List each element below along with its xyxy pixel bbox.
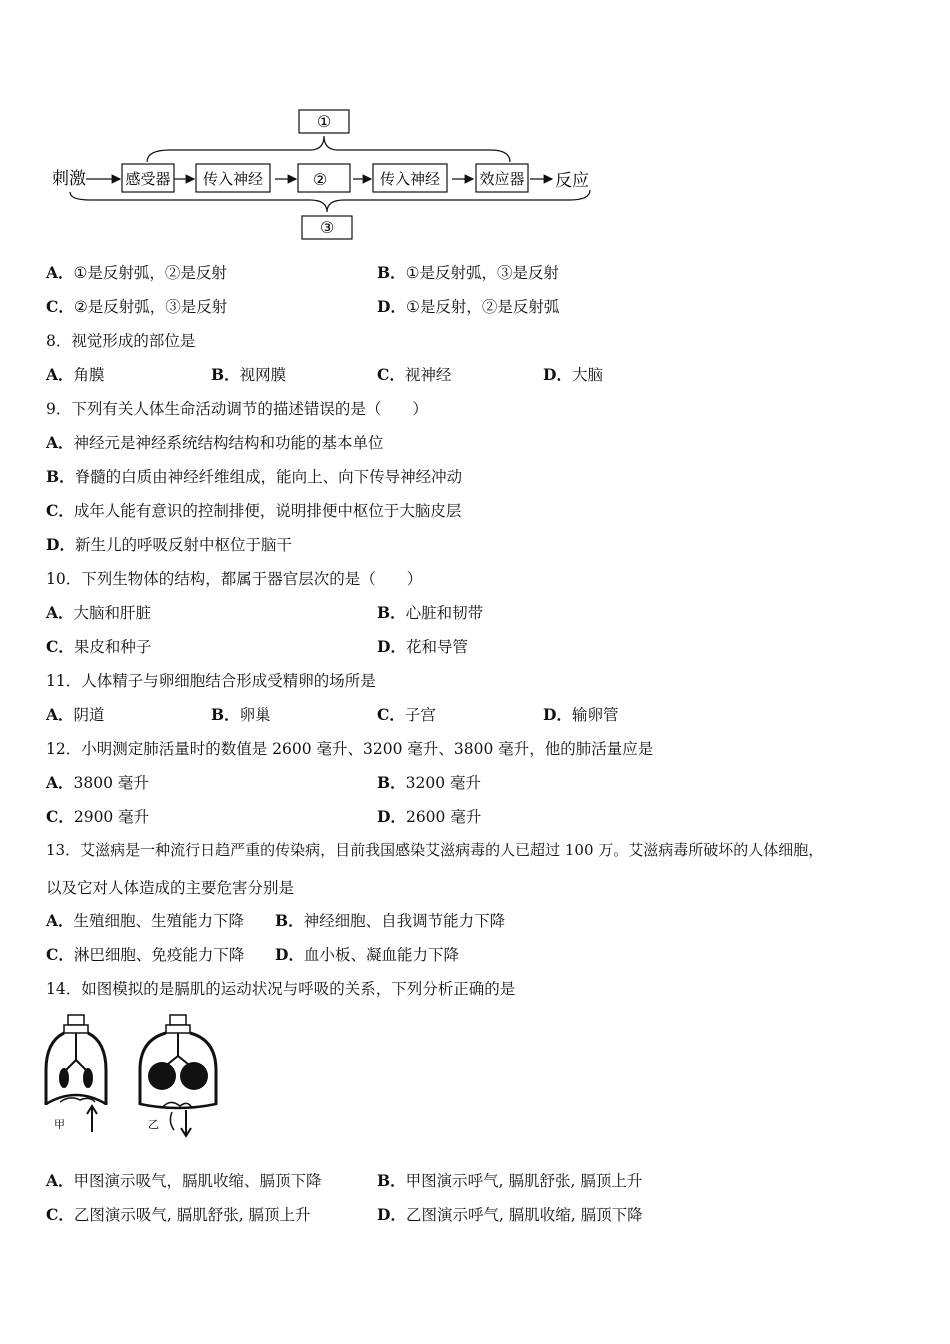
q13-option-a[interactable]: A．生殖细胞、生殖能力下降	[46, 911, 245, 930]
q9-option-a[interactable]: A．神经元是神经系统结构结构和功能的基本单位	[46, 433, 384, 452]
reflex-arc-diagram	[40, 100, 610, 250]
q13-option-b[interactable]: B．神经细胞、自我调节能力下降	[275, 911, 506, 930]
q12-option-c[interactable]: C．2900 毫升	[46, 807, 150, 826]
q8-option-d[interactable]: D．大脑	[543, 365, 603, 384]
q10-option-b[interactable]: B．心脏和韧带	[377, 603, 484, 622]
q14-option-a[interactable]: A．甲图演示吸气，膈肌收缩、膈顶下降	[46, 1171, 322, 1190]
bell-jar-right	[140, 1015, 216, 1136]
q8-stem: 8．视觉形成的部位是	[46, 332, 196, 350]
q12-option-d[interactable]: D．2600 毫升	[377, 807, 482, 826]
q7-option-c[interactable]: C．②是反射弧，③是反射	[46, 297, 228, 316]
box-effector: 效应器	[479, 170, 525, 188]
box-label-3: ③	[319, 218, 335, 237]
q10-option-d[interactable]: D．花和导管	[377, 637, 468, 656]
q9-option-b[interactable]: B．脊髓的白质由神经纤维组成，能向上、向下传导神经冲动	[46, 467, 463, 486]
q9-stem: 9．下列有关人体生命活动调节的描述错误的是（ ）	[46, 400, 428, 418]
q12-option-b[interactable]: B．3200 毫升	[377, 773, 481, 792]
q11-stem: 11．人体精子与卵细胞结合形成受精卵的场所是	[46, 672, 376, 690]
bell-jar-figure	[40, 1010, 220, 1140]
q10-option-c[interactable]: C．果皮和种子	[46, 637, 152, 656]
q12-stem: 12．小明测定肺活量时的数值是 2600 毫升、3200 毫升、3800 毫升，他的肺活量应是	[46, 740, 654, 758]
q13-stem-line2: 以及它对人体造成的主要危害分别是	[46, 879, 295, 897]
q14-option-d[interactable]: D．乙图演示呼气, 膈肌收缩, 膈顶下降	[377, 1205, 643, 1224]
q11-option-c[interactable]: C．子宫	[377, 705, 436, 724]
q8-option-a[interactable]: A．角膜	[46, 365, 105, 384]
response-label: 反应	[555, 171, 589, 191]
box-label-2: ②	[312, 170, 328, 189]
box-afferent-nerve: 传入神经	[202, 170, 264, 188]
q9-option-c[interactable]: C．成年人能有意识的控制排便，说明排便中枢位于大脑皮层	[46, 501, 462, 520]
q10-stem: 10．下列生物体的结构，都属于器官层次的是（ ）	[46, 570, 423, 588]
figure-label-left: 甲	[54, 1118, 65, 1131]
q14-stem: 14．如图模拟的是膈肌的运动状况与呼吸的关系，下列分析正确的是	[46, 980, 516, 998]
q9-option-d[interactable]: D．新生儿的呼吸反射中枢位于脑干	[46, 535, 292, 554]
q14-option-c[interactable]: C．乙图演示吸气, 膈肌舒张, 膈顶上升	[46, 1205, 311, 1224]
box-receptor: 感受器	[125, 170, 171, 188]
q7-option-a[interactable]: A．①是反射弧，②是反射	[46, 263, 227, 282]
q14-option-b[interactable]: B．甲图演示呼气, 膈肌舒张, 膈顶上升	[377, 1171, 643, 1190]
box-efferent-nerve: 传入神经	[379, 170, 441, 188]
q8-option-b[interactable]: B．视网膜	[211, 365, 287, 384]
q11-option-d[interactable]: D．输卵管	[543, 705, 619, 724]
bell-jar-left	[46, 1015, 106, 1132]
q13-option-c[interactable]: C．淋巴细胞、免疫能力下降	[46, 945, 245, 964]
q7-option-b[interactable]: B．①是反射弧，③是反射	[377, 263, 560, 282]
q13-stem-line1: 13．艾滋病是一种流行日趋严重的传染病，目前我国感染艾滋病毒的人已超过 100 万。艾滋病毒所破坏的人体细胞，	[46, 841, 824, 859]
q7-option-d[interactable]: D．①是反射，②是反射弧	[377, 297, 560, 316]
q12-option-a[interactable]: A．3800 毫升	[46, 773, 149, 792]
q11-option-a[interactable]: A．阴道	[46, 705, 105, 724]
q13-option-d[interactable]: D．血小板、凝血能力下降	[275, 945, 459, 964]
box-label-1: ①	[316, 112, 332, 131]
stimulus-label: 刺激	[52, 169, 86, 189]
q8-option-c[interactable]: C．视神经	[377, 365, 452, 384]
q11-option-b[interactable]: B．卵巢	[211, 705, 271, 724]
figure-label-right: 乙	[148, 1118, 159, 1131]
q10-option-a[interactable]: A．大脑和肝脏	[46, 603, 152, 622]
